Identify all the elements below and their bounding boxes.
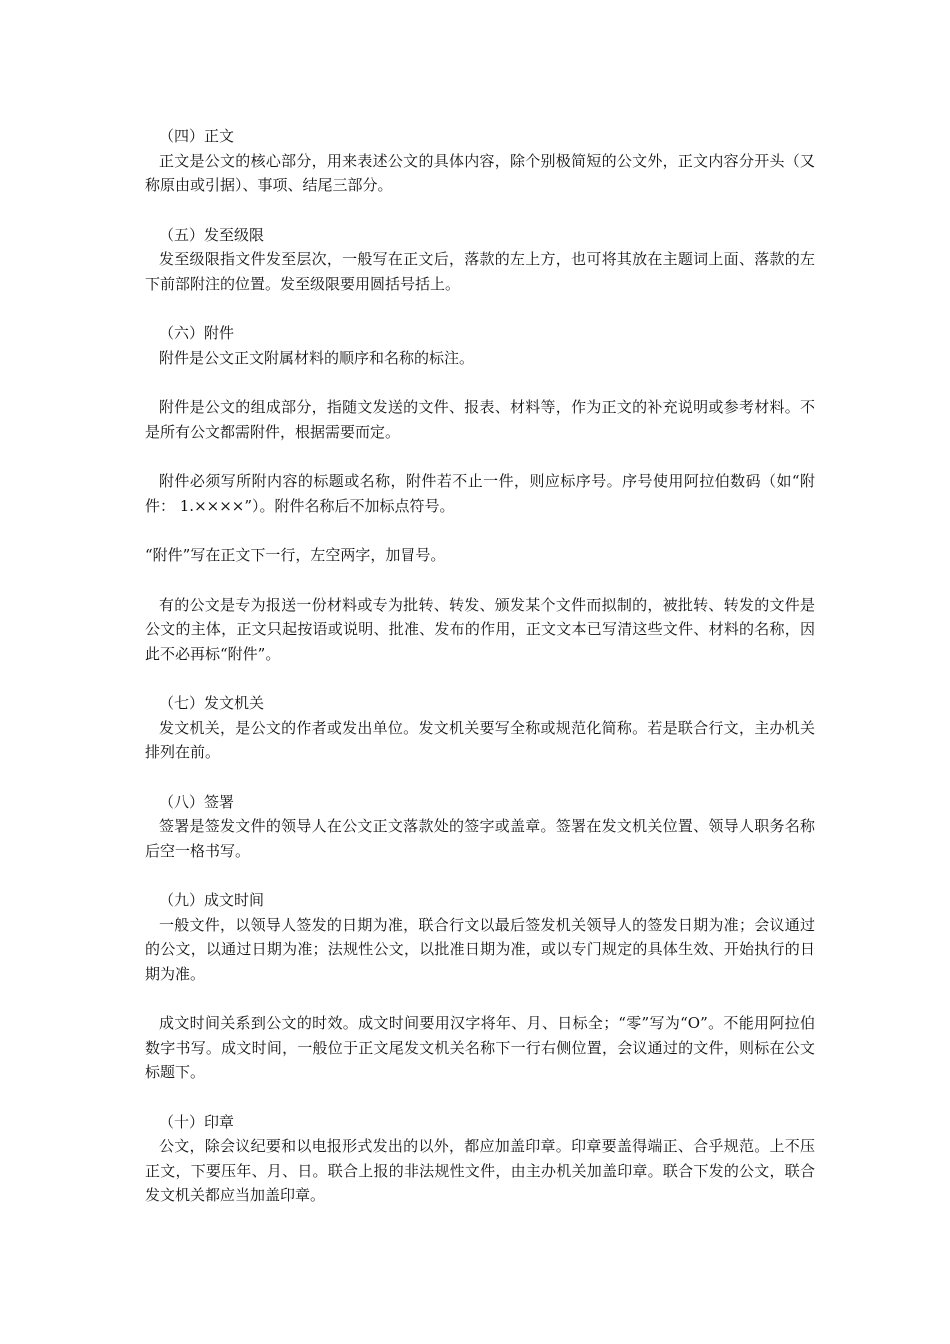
section-heading: （五）发至级限	[159, 225, 265, 244]
paragraph: 附件是公文的组成部分，指随文发送的文件、报表、材料等，作为正文的补充说明或参考材料。不是所有公文都需附件，根据需要而定。	[145, 398, 815, 441]
section-date-of-issue	[145, 888, 815, 986]
paragraph: 发至级限指文件发至层次，一般写在正文后，落款的左上方，也可将其放在主题词上面、落款的左下前部附注的位置。发至级限要用圆括号括上。	[145, 250, 815, 293]
section-heading: （八）签署	[159, 792, 235, 811]
attachments-paragraph	[145, 593, 815, 667]
attachments-paragraph	[145, 395, 815, 444]
date-of-issue-paragraph	[145, 1011, 815, 1085]
section-heading: （六）附件	[159, 324, 235, 342]
section-heading: （九）成文时间	[159, 891, 265, 909]
paragraph: 发文机关，是公文的作者或发出单位。发文机关要写全称或规范化简称。若是联合行文，主办机关排列在前。	[145, 718, 815, 761]
paragraph: 附件必须写所附内容的标题或名称，附件若不止一件，则应标序号。序号使用阿拉伯数码（如“附件： 1.××××”）。附件名称后不加标点符号。	[145, 472, 815, 515]
paragraph: 一般文件，以领导人签发的日期为准，联合行文以最后签发机关领导人的签发日期为准；会议通过的公文，以通过日期为准；法规性公文，以批准日期为准，或以专门规定的具体生效、开始执行的日期为准。	[145, 915, 815, 983]
paragraph: 有的公文是专为报送一份材料或专为批转、转发、颁发某个文件而拟制的，被批转、转发的文件是公文的主体，正文只起按语或说明、批准、发布的作用，正文文本已写清这些文件、材料的名称，因此不必再标“附件”。	[145, 595, 815, 663]
section-heading: （十）印章	[159, 1112, 235, 1131]
section-heading: （四）正文	[159, 127, 235, 145]
paragraph: 签署是签发文件的领导人在公文正文落款处的签字或盖章。签署在发文机关位置、领导人职务名称后空一格书写。	[145, 817, 815, 860]
attachments-paragraph	[145, 543, 815, 568]
section-attachments	[145, 321, 815, 370]
section-signature	[145, 790, 815, 864]
paragraph: “附件”写在正文下一行，左空两字，加冒号。	[145, 546, 446, 564]
paragraph: 公文，除会议纪要和以电报形式发出的以外，都应加盖印章。印章要盖得端正、合乎规范。上不压正文，下要压年、月、日。联合上报的非法规性文件，由主办机关加盖印章。联合下发的公文，联合发文机关都应当加盖印章。	[145, 1137, 815, 1204]
section-main-text	[145, 124, 815, 198]
section-distribution-level	[145, 223, 815, 297]
section-issuing-authority	[145, 691, 815, 765]
section-seal	[145, 1110, 815, 1208]
paragraph: 附件是公文正文附属材料的顺序和名称的标注。	[159, 348, 475, 367]
document-page	[145, 124, 815, 1233]
paragraph: 正文是公文的核心部分，用来表述公文的具体内容，除个别极简短的公文外，正文内容分开头（又称原由或引据）、事项、结尾三部分。	[145, 151, 815, 194]
paragraph: 成文时间关系到公文的时效。成文时间要用汉字将年、月、日标全；“零”写为“O”。不能用阿拉伯数字书写。成文时间，一般位于正文尾发文机关名称下一行右侧位置，会议通过的文件，则标在公文标题下。	[145, 1014, 815, 1081]
section-heading: （七）发文机关	[159, 694, 265, 712]
attachments-paragraph	[145, 469, 815, 518]
